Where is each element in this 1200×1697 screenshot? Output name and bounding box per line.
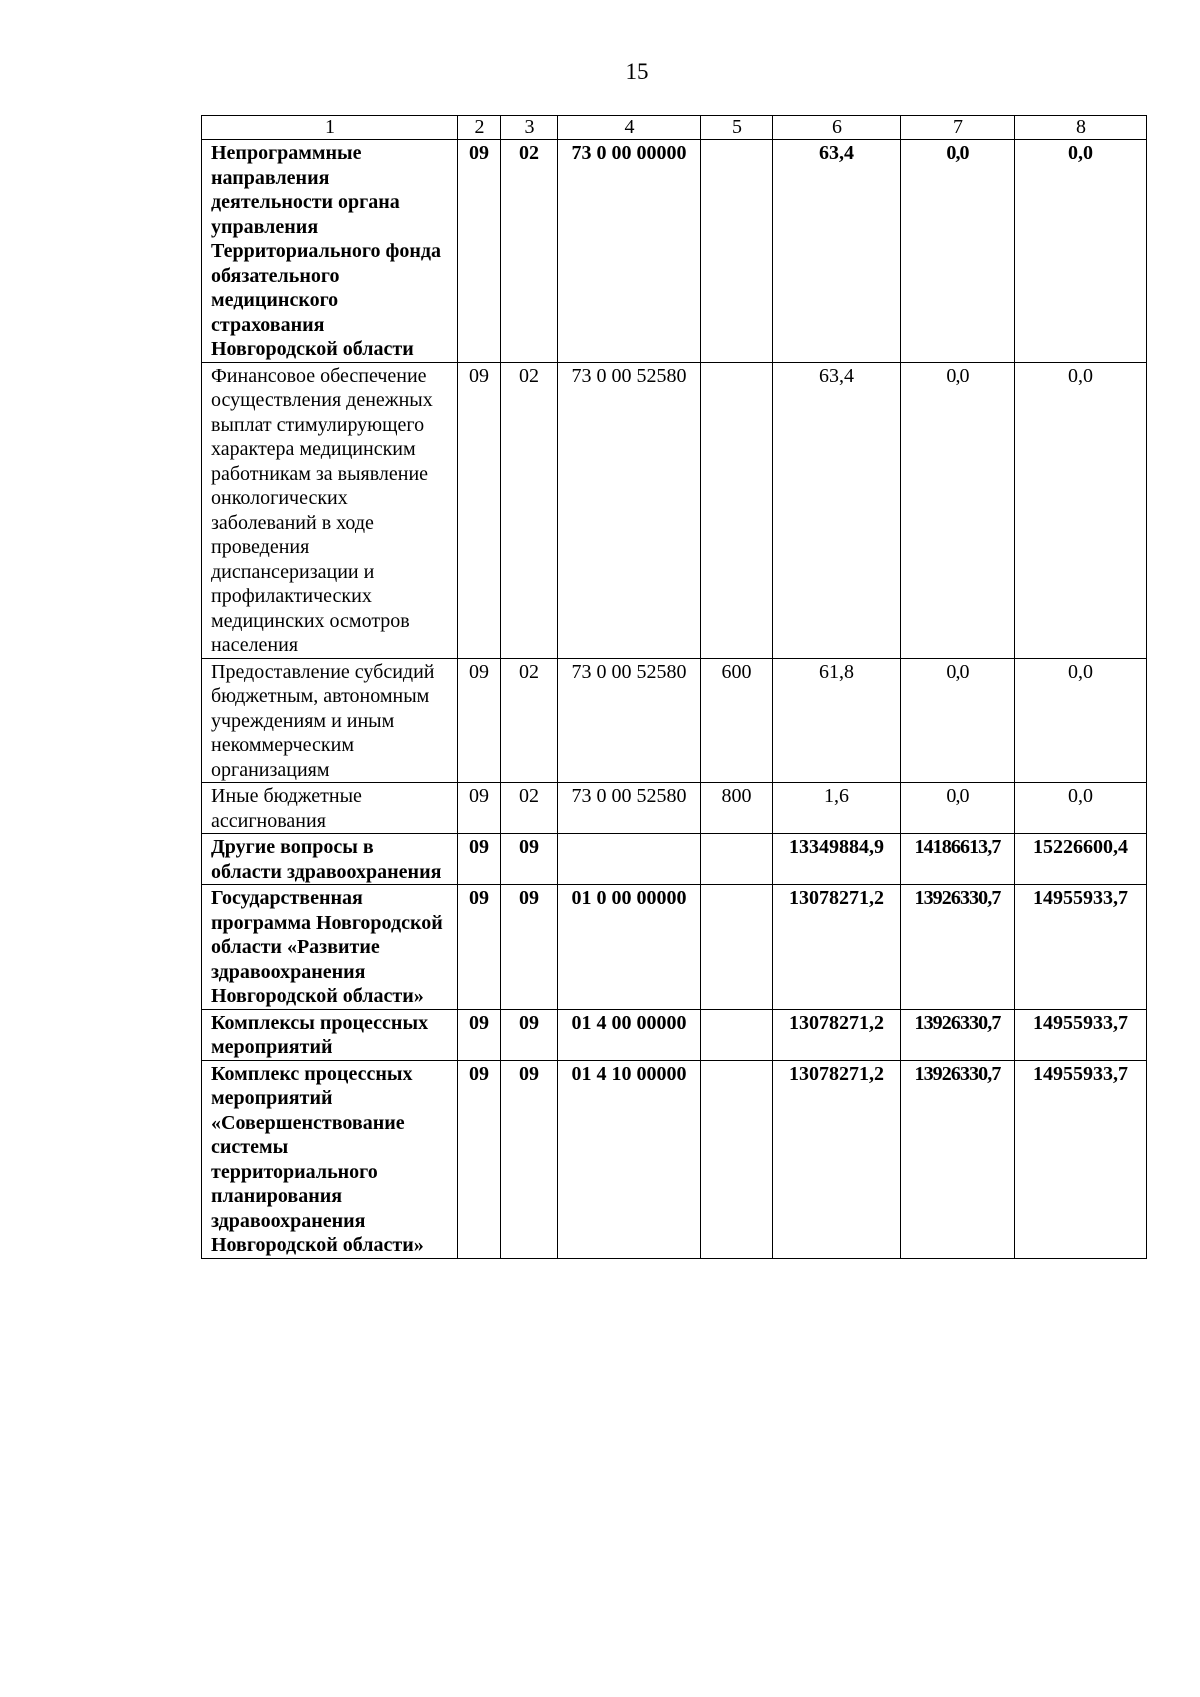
amount-year3-cell: 14955933,7 — [1015, 1060, 1147, 1258]
amount-year1-cell: 63,4 — [773, 362, 901, 658]
amount-year1-cell: 1,6 — [773, 783, 901, 834]
target-article-cell: 01 4 00 00000 — [558, 1009, 701, 1060]
row-name-cell: Иные бюджетные ассигнования — [202, 783, 458, 834]
expense-type-cell — [701, 1060, 773, 1258]
column-header-8: 8 — [1015, 116, 1147, 140]
expense-type-cell: 800 — [701, 783, 773, 834]
row-name-cell: Комплексы процессных мероприятий — [202, 1009, 458, 1060]
column-header-3: 3 — [501, 116, 558, 140]
section-code-cell: 09 — [458, 658, 501, 783]
row-name-cell: Другие вопросы в области здравоохранения — [202, 834, 458, 885]
target-article-cell: 73 0 00 52580 — [558, 362, 701, 658]
expense-type-cell — [701, 1009, 773, 1060]
amount-year1-cell: 13078271,2 — [773, 885, 901, 1010]
amount-year3-cell: 15226600,4 — [1015, 834, 1147, 885]
section-code-cell: 09 — [458, 1009, 501, 1060]
budget-table — [201, 115, 1147, 1259]
amount-year1-cell: 13078271,2 — [773, 1009, 901, 1060]
column-header-2: 2 — [458, 116, 501, 140]
amount-year3-cell: 0,0 — [1015, 783, 1147, 834]
target-article-cell: 01 4 10 00000 — [558, 1060, 701, 1258]
table-row — [202, 140, 1147, 363]
amount-year1-cell: 13349884,9 — [773, 834, 901, 885]
target-article-cell: 73 0 00 52580 — [558, 783, 701, 834]
expense-type-cell — [701, 885, 773, 1010]
amount-year2-cell: 0,0 — [901, 140, 1015, 363]
target-article-cell: 01 0 00 00000 — [558, 885, 701, 1010]
table-row — [202, 1060, 1147, 1258]
table-row — [202, 1009, 1147, 1060]
amount-year2-cell: 0,0 — [901, 783, 1015, 834]
amount-year2-cell: 13926330,7 — [901, 1060, 1015, 1258]
subsection-code-cell: 02 — [501, 362, 558, 658]
column-header-6: 6 — [773, 116, 901, 140]
expense-type-cell — [701, 834, 773, 885]
expense-type-cell: 600 — [701, 658, 773, 783]
section-code-cell: 09 — [458, 140, 501, 363]
subsection-code-cell: 09 — [501, 834, 558, 885]
row-name-cell: Предоставление субсидий бюджетным, автономным учреждениям и иным некоммерческим организациям — [202, 658, 458, 783]
row-name-cell: Непрограммные направления деятельности органа управления Территориального фонда обязательного медицинского страхования Новгородской области — [202, 140, 458, 363]
subsection-code-cell: 02 — [501, 783, 558, 834]
row-name-cell: Комплекс процессных мероприятий «Совершенствование системы территориального планирования здравоохранения Новгородской области» — [202, 1060, 458, 1258]
amount-year2-cell: 0,0 — [901, 658, 1015, 783]
subsection-code-cell: 09 — [501, 1009, 558, 1060]
section-code-cell: 09 — [458, 834, 501, 885]
section-code-cell: 09 — [458, 885, 501, 1010]
table-row — [202, 658, 1147, 783]
amount-year2-cell: 13926330,7 — [901, 885, 1015, 1010]
amount-year1-cell: 13078271,2 — [773, 1060, 901, 1258]
target-article-cell: 73 0 00 00000 — [558, 140, 701, 363]
amount-year1-cell: 63,4 — [773, 140, 901, 363]
column-header-1: 1 — [202, 116, 458, 140]
subsection-code-cell: 09 — [501, 1060, 558, 1258]
target-article-cell — [558, 834, 701, 885]
amount-year1-cell: 61,8 — [773, 658, 901, 783]
subsection-code-cell: 09 — [501, 885, 558, 1010]
row-name-cell: Государственная программа Новгородской области «Развитие здравоохранения Новгородской области» — [202, 885, 458, 1010]
amount-year2-cell: 0,0 — [901, 362, 1015, 658]
section-code-cell: 09 — [458, 783, 501, 834]
row-name-cell: Финансовое обеспечение осуществления денежных выплат стимулирующего характера медицинским работникам за выявление онкологических заболеваний в ходе проведения диспансеризации и профилактических медицинских осмотров населения — [202, 362, 458, 658]
page-number: 15 — [625, 59, 649, 84]
table-row — [202, 885, 1147, 1010]
amount-year3-cell: 0,0 — [1015, 658, 1147, 783]
subsection-code-cell: 02 — [501, 658, 558, 783]
amount-year3-cell: 14955933,7 — [1015, 1009, 1147, 1060]
expense-type-cell — [701, 362, 773, 658]
amount-year3-cell: 0,0 — [1015, 362, 1147, 658]
amount-year2-cell: 13926330,7 — [901, 1009, 1015, 1060]
column-header-4: 4 — [558, 116, 701, 140]
section-code-cell: 09 — [458, 362, 501, 658]
table-row — [202, 783, 1147, 834]
subsection-code-cell: 02 — [501, 140, 558, 363]
amount-year3-cell: 0,0 — [1015, 140, 1147, 363]
section-code-cell: 09 — [458, 1060, 501, 1258]
amount-year3-cell: 14955933,7 — [1015, 885, 1147, 1010]
budget-table-body — [202, 116, 1147, 1259]
table-row — [202, 834, 1147, 885]
amount-year2-cell: 14186613,7 — [901, 834, 1015, 885]
expense-type-cell — [701, 140, 773, 363]
table-row — [202, 362, 1147, 658]
column-number-row — [202, 116, 1147, 140]
target-article-cell: 73 0 00 52580 — [558, 658, 701, 783]
column-header-7: 7 — [901, 116, 1015, 140]
column-header-5: 5 — [701, 116, 773, 140]
